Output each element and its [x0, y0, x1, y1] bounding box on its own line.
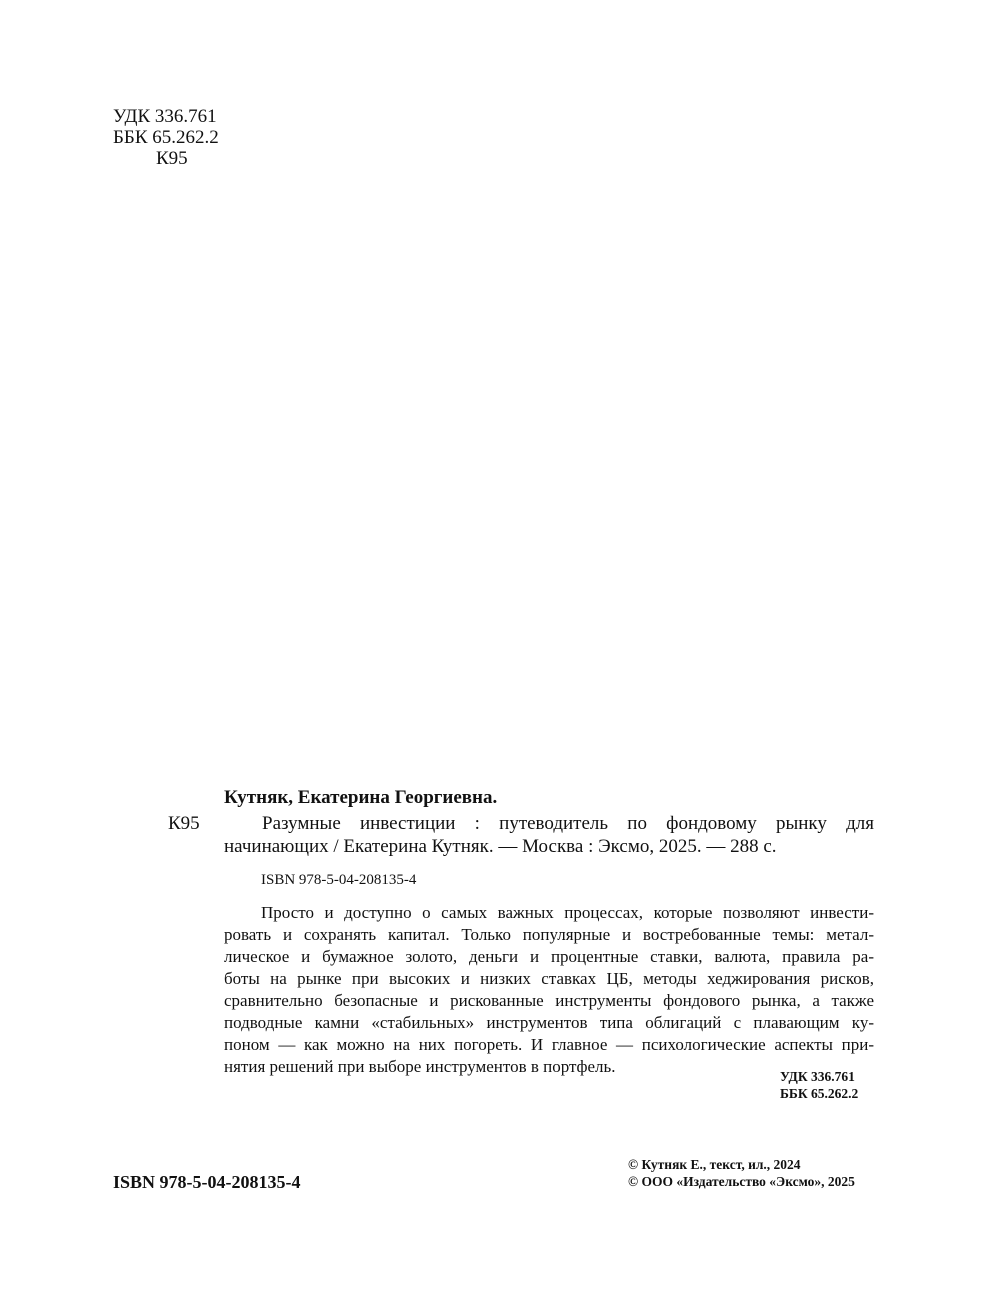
catalog-author-mark: К95: [168, 813, 200, 834]
bbk-code-card: ББК 65.262.2: [780, 1086, 859, 1101]
annotation-line-5: сравнительно безопасные и рискованные инструменты фондового рынка, а также: [224, 991, 874, 1010]
annotation-line-8: нятия решений при выборе инструментов в портфель.: [224, 1057, 616, 1076]
annotation-line-3: лическое и бумажное золото, деньги и процентные ставки, валюта, правила ра-: [224, 947, 874, 966]
udk-code-top: УДК 336.761: [113, 106, 217, 127]
isbn-footer: ISBN 978-5-04-208135-4: [113, 1172, 301, 1192]
udk-code-card: УДК 336.761: [780, 1069, 855, 1084]
annotation-line-1: Просто и доступно о самых важных процессах, которые позволяют инвести-: [261, 903, 874, 922]
annotation-line-6: подводные камни «стабильных» инструментов типа облигаций с плавающим ку-: [224, 1013, 874, 1032]
catalog-title-line-1: Разумные инвестиции : путеводитель по фондовому рынку для: [262, 813, 874, 834]
annotation-line-7: поном — как можно на них погореть. И главное — психологические аспекты при-: [224, 1035, 874, 1054]
annotation-line-4: боты на рынке при высоких и низких ставках ЦБ, методы хеджирования рисков,: [224, 969, 874, 988]
copyright-publisher: © ООО «Издательство «Эксмо», 2025: [628, 1174, 855, 1189]
annotation-line-2: ровать и сохранять капитал. Только популярные и востребованные темы: метал-: [224, 925, 874, 944]
copyright-author: © Кутняк Е., текст, ил., 2024: [628, 1157, 801, 1172]
author-mark-top: К95: [156, 148, 188, 169]
catalog-author: Кутняк, Екатерина Георгиевна.: [224, 787, 498, 808]
catalog-title-line-2: начинающих / Екатерина Кутняк. — Москва : Эксмо, 2025. — 288 с.: [224, 836, 777, 857]
catalog-isbn: ISBN 978-5-04-208135-4: [261, 872, 417, 888]
bbk-code-top: ББК 65.262.2: [113, 127, 219, 148]
